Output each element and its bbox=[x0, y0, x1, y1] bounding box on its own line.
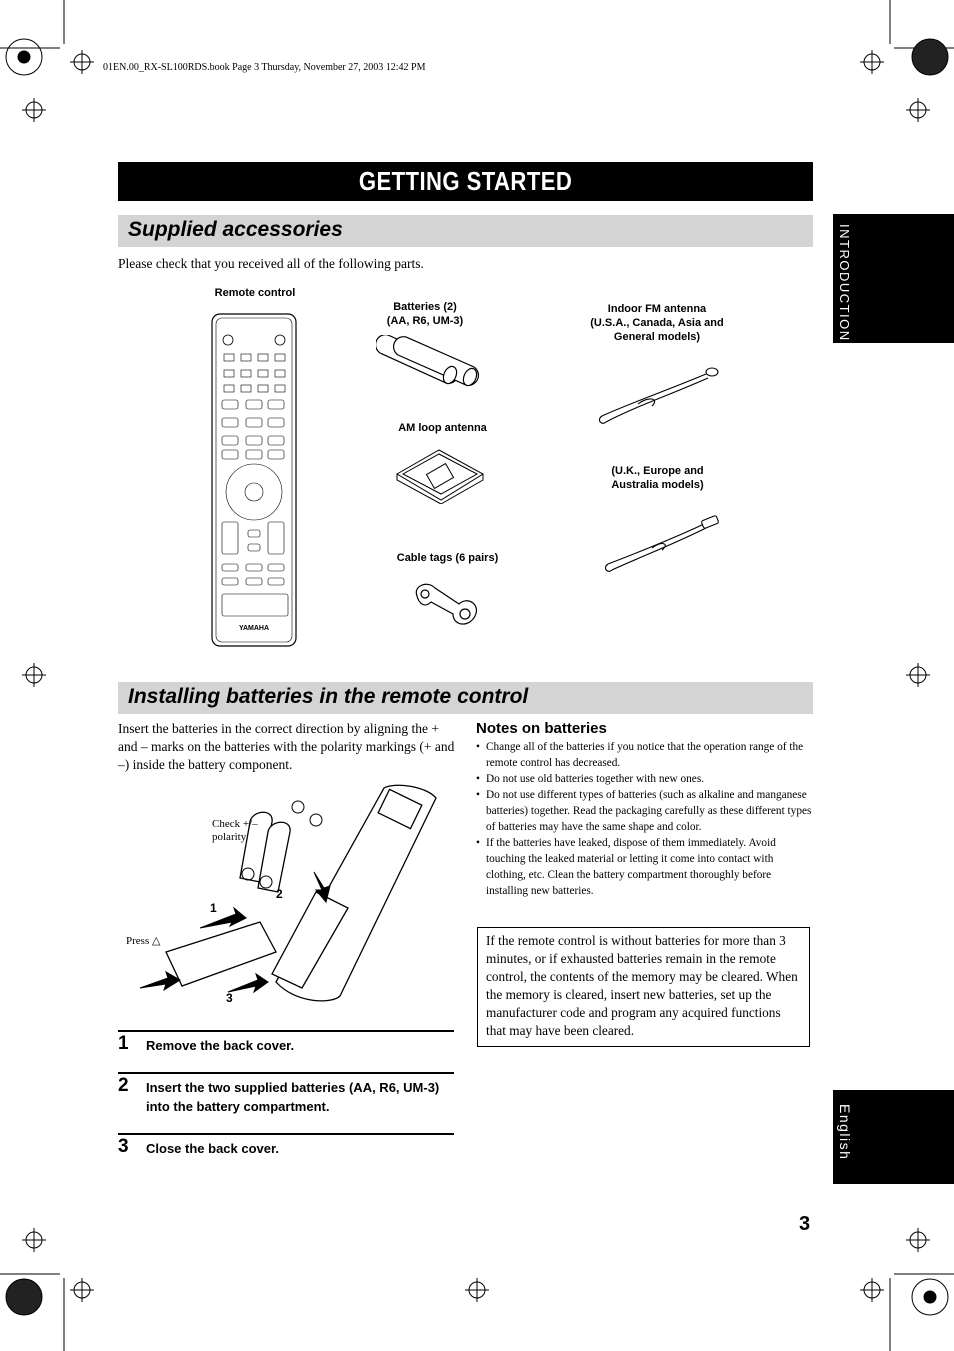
step-2 bbox=[118, 1072, 454, 1132]
note-item: • Do not use different types of batteries (such as alkaline and manganese batteries) together. Read the packaging carefully as these different types of batteries may have the same shape and color. bbox=[486, 787, 814, 835]
page-title: GETTING STARTED bbox=[118, 162, 813, 201]
batteries-illustration bbox=[376, 335, 480, 397]
step-1 bbox=[118, 1030, 454, 1072]
am-loop-antenna-illustration bbox=[393, 444, 487, 504]
step-3 bbox=[118, 1133, 454, 1175]
step-number: 1 bbox=[118, 1033, 129, 1054]
step-number: 3 bbox=[118, 1136, 129, 1157]
step-number: 2 bbox=[118, 1075, 129, 1096]
note-item: • Do not use old batteries together with new ones. bbox=[486, 771, 814, 787]
note-item: • Change all of the batteries if you notice that the operation range of the remote control has decreased. bbox=[486, 739, 814, 771]
press-label: Press △ bbox=[126, 935, 161, 947]
memory-note-box: If the remote control is without batteries for more than 3 minutes, or if exhausted batteries remain in the remote control, the contents of the memory may be cleared. When the memory is cleared, insert new batteries, set up the manufacturer code and program any acquired functions that may have been cleared. bbox=[477, 927, 810, 1047]
notes-heading: Notes on batteries bbox=[476, 720, 607, 737]
section-heading-installing: Installing batteries in the remote control bbox=[118, 682, 813, 714]
callout-1: 1 bbox=[210, 901, 217, 915]
battery-install-figure bbox=[126, 782, 446, 1008]
fm-antenna-eu-illustration bbox=[604, 508, 722, 572]
cable-tags-label: Cable tags (6 pairs) bbox=[396, 552, 499, 564]
introduction-tab: INTRODUCTION bbox=[833, 214, 954, 343]
cable-tags-illustration bbox=[413, 582, 481, 630]
callout-2: 2 bbox=[276, 887, 283, 901]
step-text: Insert the two supplied batteries (AA, R6, UM-3) into the battery compartment. bbox=[146, 1080, 440, 1114]
batteries-label: Batteries (2) (AA, R6, UM-3) bbox=[386, 301, 464, 327]
remote-brand-logo: YAMAHA bbox=[238, 625, 270, 632]
english-tab: English bbox=[833, 1090, 954, 1184]
am-loop-antenna-label: AM loop antenna bbox=[398, 422, 487, 434]
remote-control-label: Remote control bbox=[214, 287, 296, 299]
installing-intro: Insert the batteries in the correct direction by aligning the + and – marks on the batteries with the polarity markings (+ and –) inside the battery component. bbox=[118, 721, 455, 772]
check-polarity-label: Check +/– polarity bbox=[212, 818, 258, 843]
step-text: Close the back cover. bbox=[146, 1141, 279, 1156]
section-heading-supplied: Supplied accessories bbox=[118, 215, 813, 247]
print-header: 01EN.00_RX-SL100RDS.book Page 3 Thursday, November 27, 2003 12:42 PM bbox=[103, 62, 426, 73]
notes-on-batteries bbox=[476, 720, 814, 899]
note-item: • If the batteries have leaked, dispose of them immediately. Avoid touching the leaked material or letting it come into contact with clothing, etc. Clean the battery compartment thoroughly before installing new batteries. bbox=[486, 835, 814, 899]
supplied-intro: Please check that you received all of the following parts. bbox=[118, 256, 424, 271]
fm-antenna-eu-label: (U.K., Europe and Australia models) bbox=[611, 465, 704, 491]
fm-antenna-illustration bbox=[598, 356, 723, 426]
remote-control-illustration bbox=[210, 312, 298, 648]
callout-3: 3 bbox=[226, 991, 233, 1005]
page-number: 3 bbox=[799, 1213, 811, 1235]
step-text: Remove the back cover. bbox=[146, 1038, 295, 1053]
indoor-fm-antenna-label: Indoor FM antenna (U.S.A., Canada, Asia and General models) bbox=[590, 303, 724, 343]
